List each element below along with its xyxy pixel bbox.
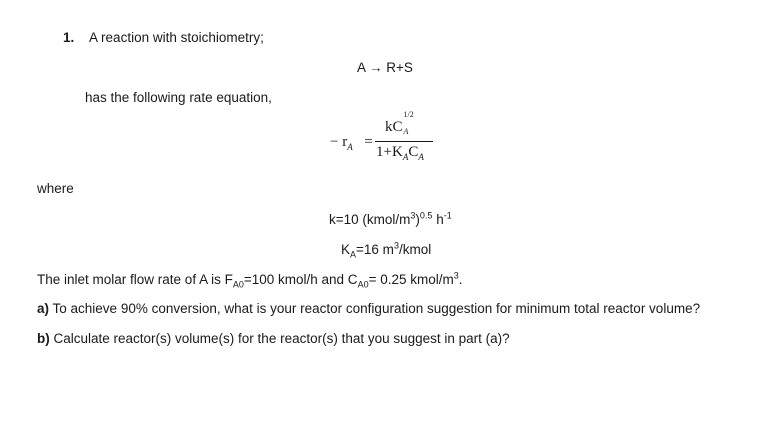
part-a-question — [37, 301, 700, 316]
where-label: where — [37, 181, 74, 196]
rate-lhs: − $r_A$ = — [330, 134, 373, 152]
ka-value: $K_A=16$ $m^3$/kmol — [341, 240, 432, 260]
reaction-equation: A → R+S — [357, 60, 413, 75]
part-a-label: a) — [37, 301, 50, 316]
part-a-text: To achieve 90% conversion, what is your reactor configuration suggestion for minimum total reactor volume? — [49, 301, 701, 316]
problem-number: 1. — [63, 30, 75, 45]
problem-intro: A reaction with stoichiometry; — [89, 30, 264, 45]
k-value: k=10 $(kmol/m^3)^{0.5}$ $h^{-1}$ — [329, 210, 452, 227]
rate-intro: has the following rate equation, — [85, 90, 272, 105]
fraction-bar — [375, 141, 433, 142]
problem-header — [63, 30, 264, 45]
rate-denominator: $1+K_AC_A$ — [376, 144, 424, 162]
inlet-conditions: The inlet molar flow rate of A is $F_{A0}=100$ kmol/h and $C_{A0}= 0.25$ kmol/$m^3$. — [37, 270, 463, 290]
part-b-question — [37, 331, 510, 346]
rate-numerator: kC 1/2 A — [385, 110, 414, 136]
part-b-label: b) — [37, 331, 50, 346]
part-b-text: Calculate reactor(s) volume(s) for the reactor(s) that you suggest in part (a)? — [49, 331, 510, 346]
